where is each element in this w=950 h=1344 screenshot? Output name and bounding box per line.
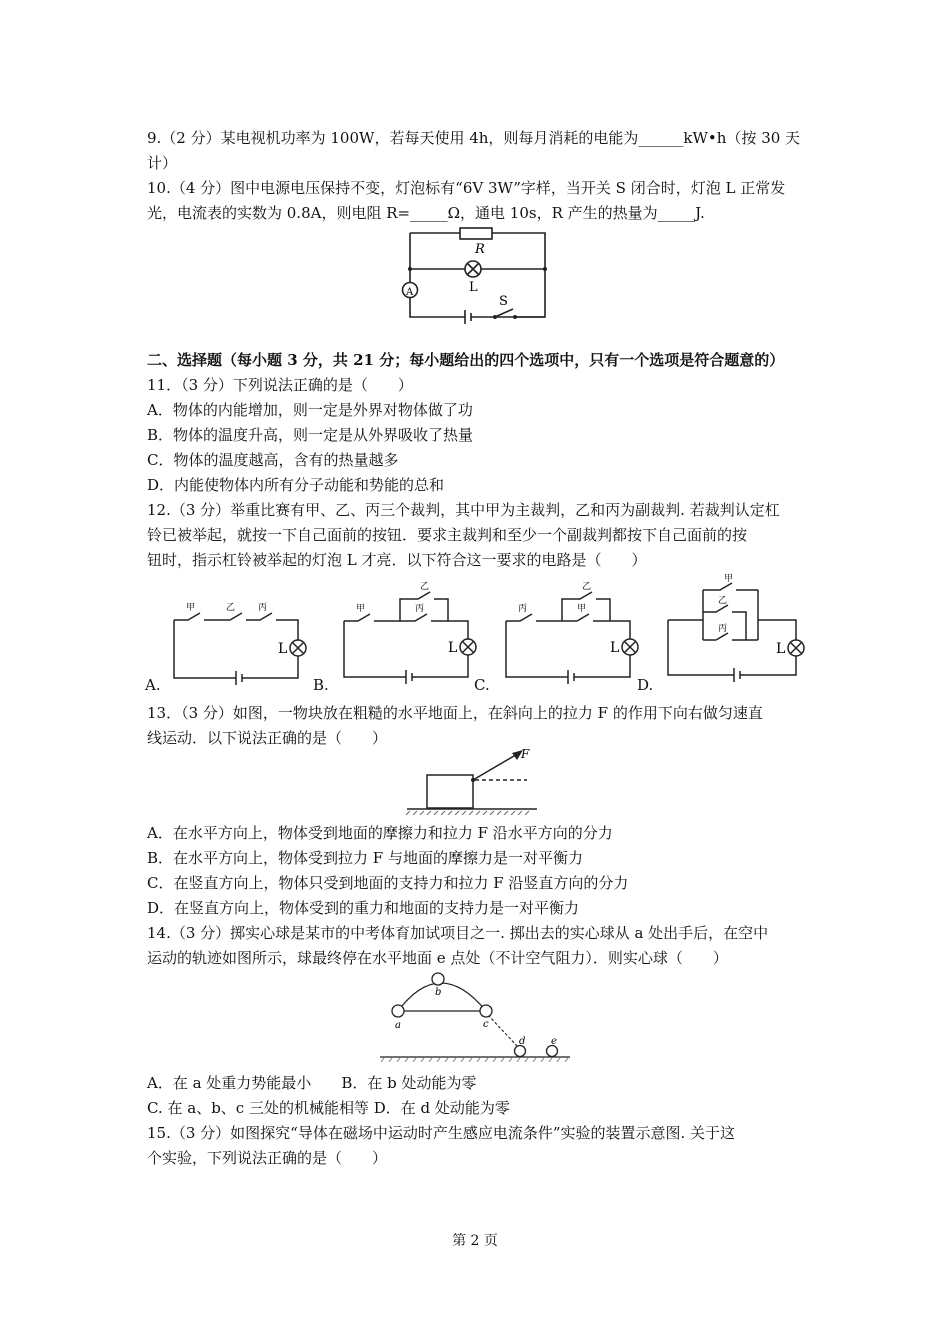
- q13-option-b: B．在水平方向上，物体受到拉力 F 与地面的摩擦力是一对平衡力: [147, 849, 583, 867]
- q12d-bing-label: 丙: [718, 624, 728, 634]
- q13-option-a: A．在水平方向上，物体受到地面的摩擦力和拉力 F 沿水平方向的分力: [147, 824, 613, 842]
- q12b-yi-label: 乙: [420, 582, 430, 592]
- q10-circuit-figure: [395, 225, 560, 325]
- q12a-yi-label: 乙: [226, 603, 236, 613]
- q10-r-label: R: [475, 242, 485, 257]
- q12-option-a-label: A.: [145, 676, 161, 694]
- q12-line2: 铃已被举起，就按一下自己面前的按钮．要求主裁判和至少一个副裁判都按下自己面前的按: [147, 526, 748, 544]
- q12c-yi-label: 乙: [582, 582, 592, 592]
- q12-circuit-b: [330, 577, 480, 687]
- q14-trajectory-figure: [378, 967, 573, 1062]
- q12-circuit-c: [492, 577, 642, 687]
- q10-s-label: S: [499, 294, 508, 309]
- q11-option-b: B．物体的温度升高，则一定是从外界吸收了热量: [147, 426, 474, 444]
- page-number: 第 2 页: [452, 1233, 498, 1249]
- q12a-jia-label: 甲: [186, 603, 196, 613]
- q12c-bing-label: 丙: [518, 604, 528, 614]
- q11-stem: 11．（3 分）下列说法正确的是（ ）: [147, 376, 413, 394]
- q12-circuit-d: [658, 572, 808, 687]
- q12b-bing-label: 丙: [415, 604, 425, 614]
- q15-line1: 15.（3 分）如图探究“导体在磁场中运动时产生感应电流条件”实验的装置示意图. 关于这: [147, 1124, 736, 1142]
- section-title: 二、选择题（每小题 3 分，共 21 分；每小题给出的四个选项中，只有一个选项是符合题意的）: [147, 351, 785, 369]
- q14-point-e: e: [551, 1036, 557, 1047]
- q12c-lamp-label: L: [610, 640, 620, 656]
- q12d-lamp-label: L: [776, 641, 786, 657]
- q14-line1: 14.（3 分）掷实心球是某市的中考体育加试项目之一. 掷出去的实心球从 a 处出手后，在空中: [147, 924, 769, 942]
- q12-option-b-label: B.: [313, 676, 329, 694]
- q14-point-d: d: [519, 1036, 526, 1047]
- q10-l-label: L: [469, 280, 478, 295]
- q14-point-b: b: [435, 987, 442, 998]
- q11-option-c: C．物体的温度越高，含有的热量越多: [147, 451, 399, 469]
- q12-circuit-a: [160, 598, 310, 688]
- q13-line2: 线运动．以下说法正确的是（ ）: [147, 729, 388, 747]
- q11-option-d: D．内能使物体内所有分子动能和势能的总和: [147, 476, 445, 494]
- q14-line2: 运动的轨迹如图所示，球最终停在水平地面 e 点处（不计空气阻力）．则实心球（ ）: [147, 949, 728, 967]
- q12b-lamp-label: L: [448, 640, 458, 656]
- q10-line2: 光，电流表的实数为 0.8A，则电阻 R=_____Ω，通电 10s，R 产生的热量为_____J.: [147, 204, 705, 222]
- q10-line1: 10.（4 分）图中电源电压保持不变，灯泡标有“6V 3W”字样，当开关 S 闭合时，灯泡 L 正常发: [147, 179, 786, 197]
- q12-line1: 12.（3 分）举重比赛有甲、乙、丙三个裁判，其中甲为主裁判，乙和丙为副裁判. 若裁判认定杠: [147, 501, 780, 519]
- q10-ammeter-label: A: [406, 287, 414, 298]
- q12d-jia-label: 甲: [724, 574, 734, 584]
- q11-option-a: A．物体的内能增加，则一定是外界对物体做了功: [147, 401, 473, 419]
- q14-options-row1: A．在 a 处重力势能最小 B．在 b 处动能为零: [147, 1074, 477, 1092]
- q15-line2: 个实验，下列说法正确的是（ ）: [147, 1149, 388, 1167]
- q13-force-label: F: [521, 747, 530, 761]
- q13-option-c: C．在竖直方向上，物体只受到地面的支持力和拉力 F 沿竖直方向的分力: [147, 874, 629, 892]
- q12a-bing-label: 丙: [258, 603, 268, 613]
- q12b-jia-label: 甲: [356, 604, 366, 614]
- q12-option-d-label: D.: [637, 676, 654, 694]
- q13-block-figure: [405, 745, 540, 815]
- q12d-yi-label: 乙: [718, 596, 728, 606]
- q9-line2: 计）: [147, 154, 178, 172]
- q12a-lamp-label: L: [278, 641, 288, 657]
- q14-options-row2: C. 在 a、b、c 三处的机械能相等 D．在 d 处动能为零: [147, 1099, 510, 1117]
- q9-line1: 9.（2 分）某电视机功率为 100W，若每天使用 4h，则每月消耗的电能为______kW•h（按 30 天: [147, 129, 801, 147]
- q12-line3: 钮时，指示杠铃被举起的灯泡 L 才亮．以下符合这一要求的电路是（ ）: [147, 551, 647, 569]
- q12c-jia-label: 甲: [577, 604, 587, 614]
- q12-option-c-label: C.: [474, 676, 490, 694]
- q14-point-a: a: [395, 1020, 401, 1031]
- q13-option-d: D．在竖直方向上，物体受到的重力和地面的支持力是一对平衡力: [147, 899, 580, 917]
- q14-point-c: c: [483, 1019, 489, 1030]
- q13-line1: 13．（3 分）如图，一物块放在粗糙的水平地面上，在斜向上的拉力 F 的作用下向右做匀速直: [147, 704, 763, 722]
